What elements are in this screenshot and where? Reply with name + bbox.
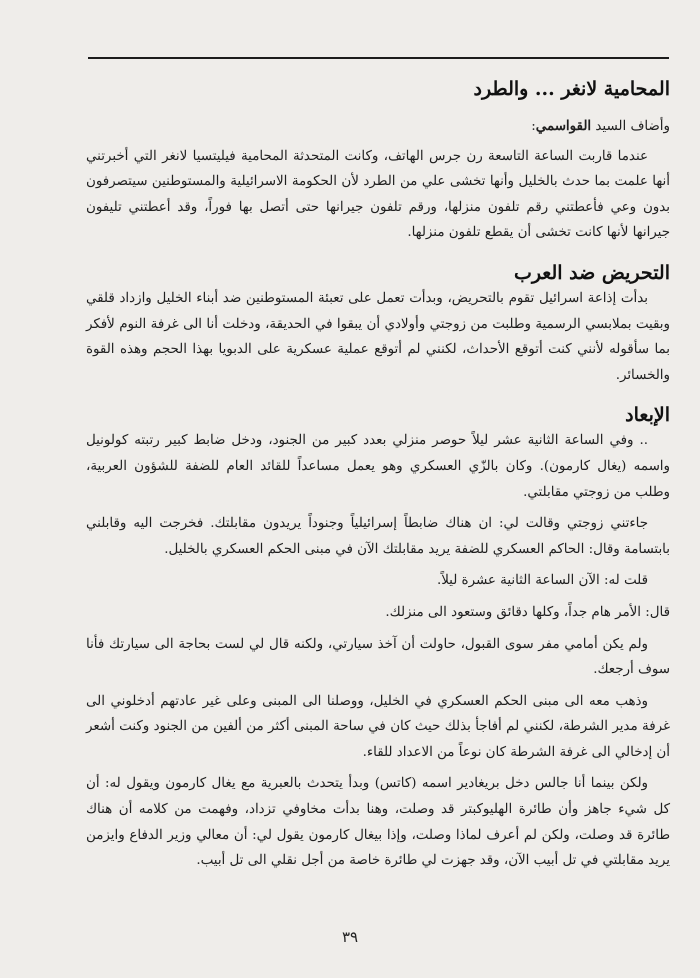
intro-suffix: : — [531, 119, 536, 134]
paragraph: ولم يكن أمامي مفر سوى القبول، حاولت أن آخذ سيارتي، ولكنه قال لي لست بحاجة الى سيارتك فأنا سوف أرجعك. — [86, 636, 670, 678]
speaker-intro — [86, 114, 670, 140]
section-heading-deportation: الإبعاد — [625, 404, 670, 427]
section-heading-langer: المحامية لانغر ... والطرد — [473, 78, 670, 100]
top-rule — [88, 57, 669, 59]
paragraph: .. وفي الساعة الثانية عشر ليلاً حوصر منزلي بعدد كبير من الجنود، ودخل ضابط كبير رتبته كولونيل واسمه (يغال كارمون). وكان بالزّي العسكري وهو يعمل مساعداً للقائد العام للضفة للشؤون العربية، وطلب من زوجتي مقابلتي. — [86, 433, 670, 500]
paragraph: قال: الأمر هام جداً، وكلها دقائق وستعود الى منزلك. — [385, 604, 670, 620]
page-content — [86, 62, 670, 880]
paragraph: وذهب معه الى مبنى الحكم العسكري في الخليل، ووصلنا الى المبنى وعلى غير عادتهم أدخلوني الى غرفة مدير الشرطة، لكنني لم أفاجأ بذلك حيث كان في ساحة المبنى أكثر من ألفين من الجنود وكنت أشعر أن إدخالي الى غرفة الشرطة كان نوعاً من الاعداد للقاء. — [86, 693, 670, 760]
intro-prefix: وأضاف السيد — [591, 119, 670, 134]
paragraph: ولكن بينما أنا جالس دخل بريغادير اسمه (كاتس) وبدأ يتحدث بالعبرية مع يغال كارمون ويقول له: أن كل شيء جاهز وأن طائرة الهليوكبتر قد وصلت، وهنا بدأت مخاوفي تزداد، وفهمت من كلامه أن هناك طائرة قد وصلت، ولكن لم أعرف لماذا وصلت، وإذا بيغال كارمون يقول لي: أن معالي وزير الدفاع وايزمن يريد مقابلتي في تل أبيب الآن، وقد جهزت لي طائرة خاصة من أجل نقلي الى تل أبيب. — [86, 776, 670, 869]
page-number: ٣٩ — [341, 928, 359, 946]
paragraph: قلت له: الآن الساعة الثانية عشرة ليلاً. — [436, 573, 648, 589]
paragraph: عندما قاربت الساعة التاسعة رن جرس الهاتف، وكانت المتحدثة المحامية فيليتسيا لانغر التي أخبرتني أنها علمت بما حدث بالخليل وأنها تخشى علي من الطرد لأن الحكومة الاسرائيلية والمستوطنين سيتصرفون بدون وعي فأعطتني رقم تلفون منزلها، ورقم تلفون جيرانها حتى أتصل بها فوراً، وقد أعطتني تليفون جيرانها لأنها كانت تخشى أن يقطع تلفون منزلها. — [86, 148, 670, 241]
paragraph: بدأت إذاعة اسرائيل تقوم بالتحريض، وبدأت تعمل على تعبئة المستوطنين ضد أبناء الخليل وازداد قلقي وبقيت بملابسي الرسمية وطلبت من زوجتي وأولادي أن يبقوا في الحديقة، ودخلت أنا الى غرفة النوم لأفكر بما سأقوله لأنني كنت أتوقع الأحداث، لكنني لم أتوقع عملية عسكرية على الدبويا بهذا الحجم وهذه القوة والخسائر. — [86, 290, 670, 383]
paragraph: جاءتني زوجتي وقالت لي: ان هناك ضابطاً إسرائيلياً وجنوداً يريدون مقابلتك. فخرجت اليه وقابلني بابتسامة وقال: الحاكم العسكري للضفة يريد مقابلتك الآن في مبنى الحكم العسكري بالخليل. — [86, 516, 670, 557]
speaker-name: القواسمي — [535, 118, 592, 134]
section-heading-incitement: التحريض ضد العرب — [513, 261, 670, 284]
